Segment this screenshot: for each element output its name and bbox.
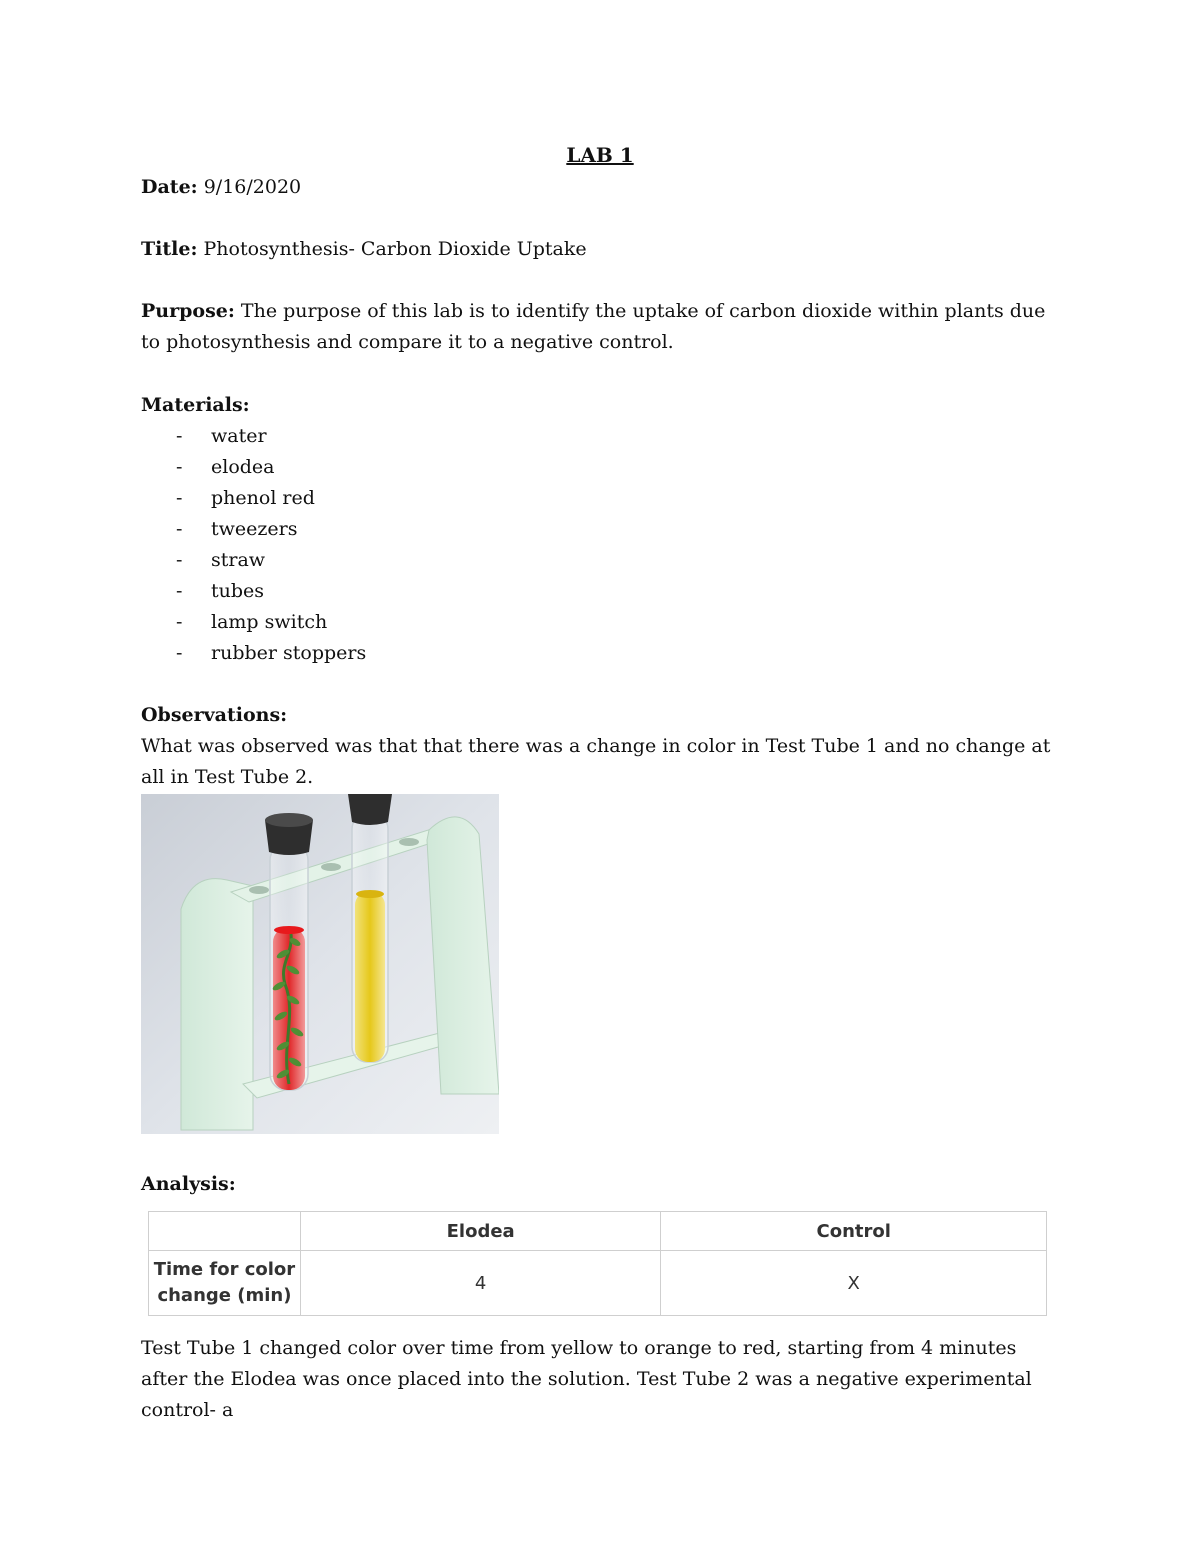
table-row (149, 1251, 1047, 1316)
date-line (141, 172, 301, 203)
material-item: rubber stoppers (211, 642, 367, 664)
date-value: 9/16/2020 (203, 176, 302, 198)
tube-2-meniscus (356, 890, 384, 898)
table-cell: 4 (300, 1251, 661, 1316)
material-item: elodea (211, 456, 275, 478)
rack-hole (321, 863, 341, 871)
table-header-cell (149, 1212, 301, 1251)
document-title: LAB 1 (566, 143, 634, 167)
material-item: tubes (211, 580, 265, 602)
table-header-cell: Elodea (300, 1212, 661, 1251)
analysis-table (148, 1211, 1047, 1316)
list-dash: - (176, 580, 183, 602)
rack-hole (249, 886, 269, 894)
rack-left-leg (181, 879, 253, 1130)
test-tube-rack-image (141, 794, 499, 1134)
list-dash: - (176, 456, 183, 478)
material-item: tweezers (211, 518, 298, 540)
title-line (141, 234, 587, 265)
tube-2-liquid (355, 892, 385, 1062)
materials-label: Materials: (141, 394, 250, 416)
observations-text: What was observed was that that there was a change in color in Test Tube 1 and no change at all in Test Tube 2. (141, 735, 1051, 788)
list-dash: - (176, 642, 183, 664)
analysis-text: Test Tube 1 changed color over time from yellow to orange to red, starting from 4 minutes after the Elodea was once placed into the solution. Test Tube 2 was a negative experimental control- a (141, 1337, 1032, 1421)
table-row-header: Time for color change (min) (149, 1251, 301, 1316)
list-dash: - (176, 611, 183, 633)
tube-1-meniscus (274, 926, 304, 934)
analysis-heading (141, 1169, 236, 1200)
stopper-1-top (265, 813, 313, 827)
rack-hole (399, 838, 419, 846)
list-dash: - (176, 518, 183, 540)
analysis-label: Analysis: (141, 1173, 236, 1195)
material-item: lamp switch (211, 611, 328, 633)
table-header-row (149, 1212, 1047, 1251)
list-dash: - (176, 425, 183, 447)
title-label: Title: (141, 238, 198, 260)
purpose-label: Purpose: (141, 300, 235, 322)
material-item: phenol red (211, 487, 315, 509)
purpose-text: The purpose of this lab is to identify the uptake of carbon dioxide within plants due to photosynthesis and compare it to a negative control. (141, 300, 1046, 353)
purpose-paragraph (141, 296, 1061, 358)
list-dash: - (176, 549, 183, 571)
material-item: straw (211, 549, 266, 571)
table-cell: X (661, 1251, 1047, 1316)
observations-label: Observations: (141, 704, 288, 726)
test-tube-rack-illustration (141, 794, 499, 1134)
list-dash: - (176, 487, 183, 509)
table-header-cell: Control (661, 1212, 1047, 1251)
material-item: water (211, 425, 267, 447)
title-value: Photosynthesis- Carbon Dioxide Uptake (203, 238, 587, 260)
observations-heading (141, 700, 287, 731)
rubber-stopper-2 (348, 794, 392, 825)
date-label: Date: (141, 176, 198, 198)
materials-heading (141, 390, 250, 421)
